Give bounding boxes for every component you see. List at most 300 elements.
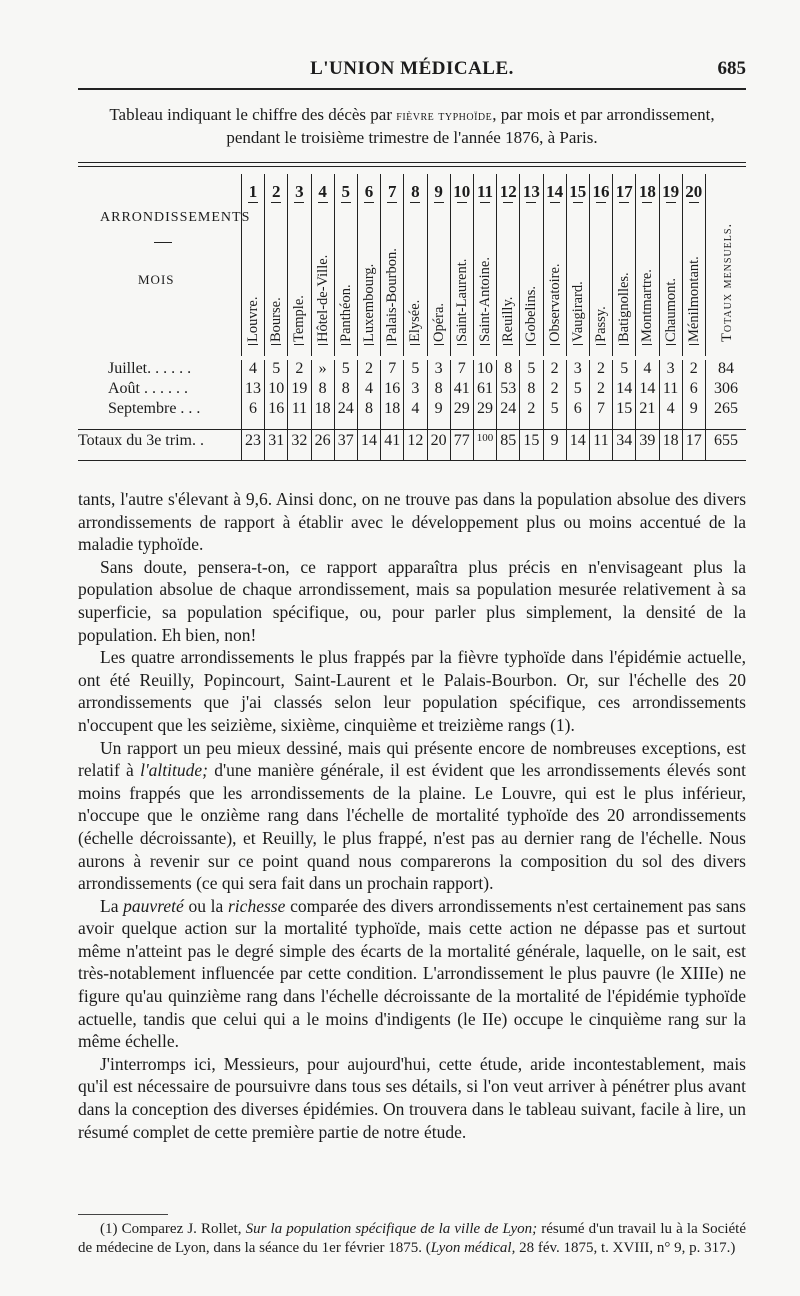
italic-term: pauvreté	[123, 895, 184, 916]
table-cell: 8	[504, 360, 513, 377]
column-number: 1	[248, 182, 258, 201]
footnote-italic: Lyon médical,	[430, 1240, 516, 1256]
total-cell: 17	[685, 432, 702, 449]
column-name: Batignolles.	[616, 272, 633, 342]
column-dash	[526, 202, 536, 203]
column-dash	[642, 344, 652, 345]
caption-line-2: pendant le troisième trimestre de l'année 1876, à Paris.	[226, 128, 598, 147]
column-dash	[503, 202, 513, 203]
column-rule	[705, 430, 706, 460]
total-row	[78, 430, 746, 456]
total-cell: 39	[639, 432, 656, 449]
column-dash	[666, 344, 676, 345]
column-number: 3	[295, 182, 304, 201]
column-rule	[287, 430, 288, 460]
column-rule	[450, 380, 451, 400]
column-rule	[543, 430, 544, 460]
column-name: Hôtel-de-Ville.	[314, 254, 331, 342]
table-cell: 41	[453, 380, 470, 397]
column-rule	[264, 360, 265, 380]
column-dash	[642, 202, 652, 203]
column-name: Ménilmontant.	[685, 256, 702, 342]
table-cell: 6	[249, 400, 257, 417]
column-name: Saint-Laurent.	[453, 258, 470, 342]
column-name: Temple.	[291, 295, 308, 342]
row-label: Juillet. . . . . .	[108, 360, 192, 377]
row-header-arrondissements: ARRONDISSEMENTS	[100, 210, 251, 225]
column-rule	[403, 430, 404, 460]
column-name: Observatoire.	[546, 263, 563, 342]
column-rule	[380, 400, 381, 420]
column-rule	[473, 400, 474, 420]
column-name: Vaugirard.	[569, 281, 586, 342]
column-rule	[403, 360, 404, 380]
total-label: Totaux du 3e trim. .	[78, 432, 204, 449]
column-rule	[659, 360, 660, 380]
column-rule	[589, 400, 590, 420]
column-rule	[659, 430, 660, 460]
table-cell: 5	[550, 400, 559, 417]
table-cell: 29	[477, 400, 493, 417]
column-rule	[566, 380, 567, 400]
column-rule	[496, 400, 497, 420]
total-cell: 14	[569, 432, 586, 449]
column-rule	[450, 400, 451, 420]
total-cell: 23	[245, 432, 261, 449]
table-cell: 8	[434, 380, 443, 397]
column-rule	[264, 380, 265, 400]
column-dash	[619, 344, 629, 345]
table-cell: 15	[616, 400, 633, 417]
column-dash	[503, 344, 513, 345]
paragraph-text: d'une manière générale, il est évident que les arrondissements élevés sont moins frappés que les arrondissements de la plaine. Le Louvre, qui est le plus inférieur, n'occupe que le onzième rang dans l'échelle de mortalité typhoïde des 20 arrondissements (échelle décroissante), et Reuilly, le plus frappé, n'est pas au dernier rang de l'échelle. Nous aurons à revenir sur ce point quand nous comparerons la composition du sol des divers arrondissements (ce qui sera fait dans un prochain rapport).	[78, 760, 746, 894]
row-header-dash	[154, 242, 172, 243]
column-rule	[543, 400, 544, 420]
paragraph: J'interromps ici, Messieurs, pour aujourd'hui, cette étude, aride incontestablement, mais qu'il est nécessaire de poursuivre dans tous ses détails, si l'on veut arriver à pénétrer plus avant dans la conception des diverses épidémies. On trouvera dans le tableau suivant, facile à lire, un résumé complet de cette première partie de notre étude.	[78, 1053, 746, 1142]
table-cell: 14	[639, 380, 656, 397]
column-name: Reuilly.	[500, 296, 517, 342]
column-rule	[380, 430, 381, 460]
column-number: 17	[615, 182, 633, 201]
table-cell: 7	[457, 360, 466, 377]
footnote-text: 28 fév. 1875, t. XVIII, n° 9, p. 317.)	[515, 1240, 736, 1256]
row-total: 84	[718, 360, 734, 377]
footnote-paragraph	[78, 1220, 746, 1258]
column-rule	[682, 430, 683, 460]
column-rule	[566, 360, 567, 380]
table-header	[78, 166, 746, 356]
column-rule	[519, 430, 520, 460]
paragraph-text: La	[100, 895, 124, 916]
column-dash	[573, 344, 583, 345]
column-dash	[318, 202, 328, 203]
table-cell: 14	[616, 380, 633, 397]
column-rule	[334, 400, 335, 420]
column-rule	[403, 380, 404, 400]
total-cell: 100	[476, 432, 494, 444]
column-rule	[287, 400, 288, 420]
column-rule	[612, 430, 613, 460]
column-name: Bourse.	[268, 297, 285, 342]
column-rule	[473, 380, 474, 400]
column-number: 19	[662, 182, 680, 201]
table-cell: 8	[365, 400, 373, 417]
column-number: 20	[685, 182, 703, 201]
paragraph: tants, l'autre s'élevant à 9,6. Ainsi donc, on ne trouve pas dans la population absolue des divers arrondissements de rapport à établir avec le développement plus ou moins accentué de la maladie typhoïde.	[78, 489, 746, 555]
column-rule	[566, 430, 567, 460]
paragraph-text: Un rapport un peu mieux dessiné, mais qui présente encore de nombreuses exceptions, est relatif à	[78, 737, 746, 781]
column-dash	[550, 344, 560, 345]
total-cell: 26	[314, 432, 331, 449]
column-rule	[635, 430, 636, 460]
column-rule	[427, 380, 428, 400]
column-rule	[659, 400, 660, 420]
column-rule	[357, 400, 358, 420]
total-cell: 32	[291, 432, 308, 449]
table-cell: 5	[411, 360, 420, 377]
italic-term: richesse	[228, 895, 286, 916]
column-number: 8	[411, 182, 420, 201]
footnote	[78, 1220, 746, 1258]
column-dash	[480, 344, 490, 345]
total-cell: 34	[616, 432, 633, 449]
column-rule	[705, 380, 706, 400]
total-cell: 31	[268, 432, 285, 449]
column-rule	[357, 360, 358, 380]
column-name: Gobelins.	[523, 286, 540, 342]
row-label: Août . . . . . .	[108, 380, 188, 397]
table-cell: 2	[527, 400, 536, 417]
column-rule	[473, 360, 474, 380]
table-cell: 4	[666, 400, 675, 417]
column-rule	[380, 360, 381, 380]
body-text	[78, 488, 746, 1143]
column-rule	[519, 360, 520, 380]
column-dash	[666, 202, 676, 203]
grand-total: 655	[714, 432, 738, 449]
column-rule	[659, 380, 660, 400]
column-rule	[287, 380, 288, 400]
table-cell: 2	[365, 360, 373, 377]
column-name: Saint-Antoine.	[477, 257, 493, 342]
column-name: Montmartre.	[639, 269, 656, 342]
column-rule	[705, 400, 706, 420]
column-dash	[434, 344, 444, 345]
column-rule	[311, 380, 312, 400]
column-name: Louvre.	[245, 296, 261, 342]
table-cell: 53	[500, 380, 517, 397]
column-number: 16	[592, 182, 610, 201]
column-rule	[264, 430, 265, 460]
table-cell: 3	[434, 360, 443, 377]
table-cell: 19	[291, 380, 308, 397]
table-cell: 8	[318, 380, 327, 397]
row-label: Septembre . . .	[108, 400, 201, 417]
table-cell: 4	[365, 380, 373, 397]
column-dash	[248, 202, 258, 203]
column-dash	[573, 202, 583, 203]
row-total: 306	[714, 380, 738, 397]
column-rule	[450, 360, 451, 380]
column-name: Passy.	[593, 306, 609, 342]
column-rule	[496, 380, 497, 400]
caption-text-1: Tableau indiquant le chiffre des décès par	[109, 105, 397, 124]
paragraph-text: comparée des divers arrondissements n'est certainement pas sans avoir quelque action sur la mortalité typhoïde, mais cette action ne dépasse pas et surtout même n'atteint pas le degré simple des écarts de la mortalité générale, laquelle, on le sait, est très-notablement influencée par cette condition. L'arrondissement le plus pauvre (le XIIIe) ne figure qu'au quinzième rang dans l'échelle décroissante de la mortalité de l'épidémie typhoïde actuelle, tandis que celui qui a le moins d'indigents (le IIe) occupe le cinquième rang sur la même échelle.	[78, 895, 746, 1052]
column-rule	[705, 360, 706, 380]
column-dash	[596, 344, 606, 345]
total-cell: 41	[384, 432, 401, 449]
column-number: 6	[364, 182, 374, 201]
column-name: Chaumont.	[662, 277, 679, 342]
table-cell: 4	[411, 400, 420, 417]
column-dash	[387, 344, 397, 345]
column-dash	[480, 202, 490, 203]
column-name: Elysée.	[407, 299, 424, 342]
column-name: Opéra.	[430, 302, 447, 342]
column-rule	[427, 400, 428, 420]
footnote-text: (1) Comparez J. Rollet,	[100, 1221, 246, 1237]
table-cell: 9	[434, 400, 443, 417]
column-dash	[434, 202, 444, 203]
table-cell: 6	[573, 400, 582, 417]
column-dash	[341, 202, 351, 203]
column-rule	[427, 430, 428, 460]
column-number: 13	[522, 182, 540, 201]
table-cell: 24	[337, 400, 354, 417]
column-name: Luxembourg.	[361, 263, 377, 342]
paragraph	[78, 737, 746, 895]
total-cell: 11	[593, 432, 609, 449]
table-cell: 8	[527, 380, 536, 397]
italic-term: l'altitude;	[140, 760, 208, 781]
column-rule	[589, 360, 590, 380]
column-number: 7	[387, 182, 397, 201]
column-rule	[589, 380, 590, 400]
column-rule	[403, 400, 404, 420]
column-dash	[596, 202, 606, 203]
table-cell: »	[318, 360, 327, 377]
column-rule	[241, 360, 242, 380]
column-rule	[241, 430, 242, 460]
column-dash	[294, 202, 304, 203]
column-rule	[589, 430, 590, 460]
column-rule	[612, 380, 613, 400]
table-row	[78, 360, 746, 380]
table-cell: 3	[666, 360, 675, 377]
table-cell: 3	[573, 360, 582, 377]
column-rule	[635, 400, 636, 420]
column-rule	[635, 380, 636, 400]
column-dash	[248, 344, 258, 345]
table-cell: 2	[597, 380, 605, 397]
table-cell: 3	[411, 380, 420, 397]
caption-text-2: , par mois et par arrondissement,	[492, 105, 715, 124]
table-cell: 8	[341, 380, 350, 397]
column-number: 10	[453, 182, 471, 201]
table-top-rule	[78, 162, 746, 163]
table-cell: 2	[550, 360, 559, 377]
footnote-rule	[78, 1214, 168, 1215]
totals-header: Totaux mensuels.	[719, 222, 735, 342]
column-rule	[311, 430, 312, 460]
table-cell: 18	[384, 400, 401, 417]
column-rule	[612, 360, 613, 380]
column-rule	[380, 380, 381, 400]
column-dash	[271, 202, 281, 203]
column-rule	[682, 400, 683, 420]
paragraph	[78, 895, 746, 1053]
column-rule	[334, 380, 335, 400]
journal-title: L'UNION MÉDICALE.	[310, 58, 514, 79]
total-cell: 14	[361, 432, 377, 449]
header-rule	[78, 88, 746, 90]
table-cell: 16	[268, 400, 285, 417]
column-dash	[457, 344, 467, 345]
table-cell: 5	[272, 360, 281, 377]
column-dash	[689, 202, 699, 203]
table-cell: 2	[597, 360, 605, 377]
column-rule	[241, 380, 242, 400]
total-cell: 85	[500, 432, 517, 449]
table-cell: 7	[388, 360, 397, 377]
column-dash	[341, 344, 351, 345]
table-cell: 5	[341, 360, 350, 377]
table-cell: 6	[689, 380, 698, 397]
column-name: Panthéon.	[337, 284, 354, 342]
column-dash	[318, 344, 328, 345]
table-bottom-rule	[78, 460, 746, 461]
column-number: 4	[318, 182, 327, 201]
column-rule	[543, 360, 544, 380]
column-number: 12	[499, 182, 517, 201]
column-rule	[311, 360, 312, 380]
column-dash	[364, 344, 374, 345]
column-dash	[526, 344, 536, 345]
column-rule	[287, 360, 288, 380]
table-cell: 2	[689, 360, 698, 377]
column-rule	[334, 430, 335, 460]
paragraph: Les quatre arrondissements le plus frappés par la fièvre typhoïde dans l'épidémie actuelle, ont été Reuilly, Popincourt, Saint-Laurent et le Palais-Bourbon. Or, sur l'échelle des 20 arrondissements que j'ai classés selon leur population spécifique, ces arrondissements n'occupent que les seizième, sixième, cinquième et treizième rangs (1).	[78, 647, 746, 735]
total-cell: 77	[453, 432, 470, 449]
row-total: 265	[714, 400, 738, 417]
total-cell: 15	[523, 432, 540, 449]
table-cell: 10	[477, 360, 493, 377]
column-dash	[364, 202, 374, 203]
column-number: 2	[271, 182, 281, 201]
column-name: Palais-Bourbon.	[384, 248, 401, 342]
table-cell: 2	[295, 360, 304, 377]
table-cell: 13	[245, 380, 261, 397]
table-cell: 29	[453, 400, 470, 417]
column-rule	[357, 380, 358, 400]
column-dash	[387, 202, 397, 203]
column-rule	[496, 430, 497, 460]
table-cell: 21	[639, 400, 656, 417]
column-number: 9	[434, 182, 443, 201]
running-header	[78, 56, 746, 84]
table-row	[78, 380, 746, 400]
footnote-text: résumé d'un travail lu à la Société de médecine de Lyon, dans la séance du 1er février 1875. (	[78, 1221, 746, 1256]
table-cell: 5	[573, 380, 582, 397]
column-number: 11	[476, 182, 494, 201]
column-rule	[612, 400, 613, 420]
column-rule	[427, 360, 428, 380]
total-cell: 18	[662, 432, 679, 449]
column-rule	[635, 360, 636, 380]
column-dash	[410, 202, 420, 203]
table-cell: 61	[477, 380, 493, 397]
caption-smallcaps: fièvre typhoïde	[396, 109, 493, 124]
column-dash	[550, 202, 560, 203]
mortality-table	[78, 166, 746, 461]
column-rule	[311, 400, 312, 420]
column-rule	[519, 400, 520, 420]
page-number: 685	[717, 58, 746, 79]
column-rule	[357, 430, 358, 460]
table-cell: 5	[620, 360, 629, 377]
total-cell: 12	[407, 432, 424, 449]
table-cell: 16	[384, 380, 401, 397]
column-rule	[450, 430, 451, 460]
total-cell: 37	[337, 432, 354, 449]
total-cell: 20	[430, 432, 447, 449]
table-cell: 2	[550, 380, 559, 397]
table-cell: 10	[268, 380, 285, 397]
column-dash	[457, 202, 467, 203]
column-number: 18	[638, 182, 656, 201]
table-cell: 11	[291, 400, 308, 417]
table-cell: 11	[662, 380, 679, 397]
column-rule	[473, 430, 474, 460]
column-rule	[682, 360, 683, 380]
total-cell: 9	[550, 432, 559, 449]
column-rule	[682, 380, 683, 400]
column-dash	[410, 344, 420, 345]
table-cell: 24	[500, 400, 517, 417]
table-row	[78, 400, 746, 420]
column-rule	[543, 380, 544, 400]
column-rule	[496, 360, 497, 380]
table-body	[78, 360, 746, 430]
table-cell: 18	[314, 400, 331, 417]
column-rule	[334, 360, 335, 380]
column-rule	[519, 380, 520, 400]
table-caption	[78, 104, 746, 148]
column-rule	[705, 174, 706, 356]
column-dash	[619, 202, 629, 203]
table-cell: 5	[527, 360, 536, 377]
column-dash	[271, 344, 281, 345]
column-number: 5	[341, 182, 351, 201]
column-dash	[689, 344, 699, 345]
total-rule	[78, 420, 746, 430]
table-cell: 9	[689, 400, 698, 417]
row-header-mois: MOIS	[138, 272, 175, 287]
table-cell: 4	[249, 360, 257, 377]
paragraph: Sans doute, pensera-t-on, ce rapport apparaîtra plus précis en n'envisageant plus la population absolue de chaque arrondissement, mais sa population mesurée relativement à sa superficie, sa population spécifique, ou, pour parler plus simplement, la densité de la population. Eh bien, non!	[78, 556, 746, 645]
table-cell: 7	[597, 400, 605, 417]
table-total-row	[78, 430, 746, 461]
column-number: 14	[546, 182, 564, 201]
column-rule	[264, 400, 265, 420]
column-rule	[241, 400, 242, 420]
paragraph-text: ou la	[183, 895, 228, 916]
column-rule	[566, 400, 567, 420]
column-dash	[294, 344, 304, 345]
table-cell: 4	[643, 360, 652, 377]
footnote-italic: Sur la population spécifique de la ville de Lyon;	[245, 1221, 538, 1237]
column-number: 15	[569, 182, 587, 201]
